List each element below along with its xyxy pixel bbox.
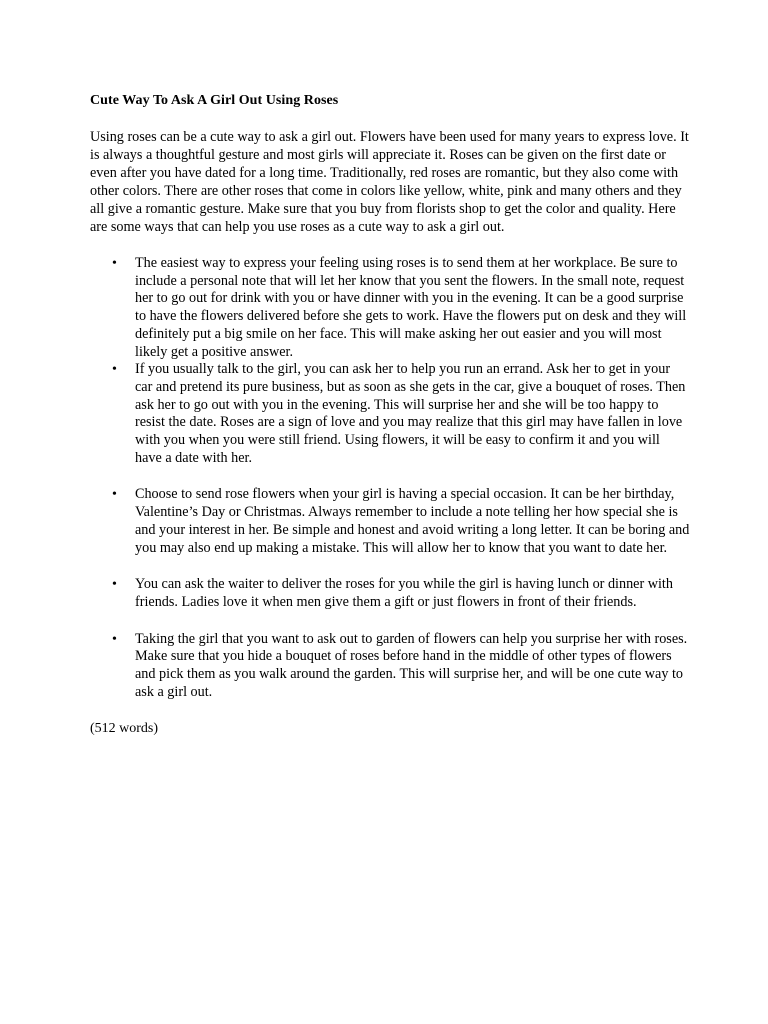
- tips-list: [90, 255, 690, 701]
- bullet-icon: •: [112, 631, 117, 647]
- list-item-text: If you usually talk to the girl, you can ask her to help you run an errand. Ask her to get in your car and pretend its pure business, but as soon as she gets in the car, give a bouquet of roses. Then ask her to go out with you in the evening. This will surprise her and she will be too happy to resist the date. Roses are a sign of love and you may realize that this girl may have fallen in love with you when you were still friend. Using flowers, it will be easy to confirm it and you will have a date with her.: [135, 361, 686, 466]
- list-item-text: Taking the girl that you want to ask out to garden of flowers can help you surprise her with roses. Make sure that you hide a bouquet of roses before hand in the middle of other types of flowers and pick them as you walk around the garden. This will surprise her, and will be one cute way to ask a girl out.: [135, 630, 688, 700]
- document-title: Cute Way To Ask A Girl Out Using Roses: [90, 93, 339, 108]
- word-count: (512 words): [90, 721, 159, 737]
- bullet-icon: •: [112, 256, 117, 271]
- bullet-icon: •: [112, 362, 117, 378]
- list-item: [90, 486, 690, 557]
- list-item: [90, 255, 690, 361]
- document-page: [90, 91, 690, 738]
- list-item: [90, 576, 690, 611]
- list-item-text: The easiest way to express your feeling using roses is to send them at her workplace. Be sure to include a personal note that will let her know that you sent the flowers. In the small note, request her to go out for drink with you or have dinner with you in the evening. It can be a good surprise to have the flowers delivered before she gets to work. Have the flowers put on desk and they will definitely put a big smile on her face. This will make asking her out easier and you will most likely get a positive answer.: [135, 255, 687, 360]
- list-item-text: Choose to send rose flowers when your girl is having a special occasion. It can be her birthday, Valentine’s Day or Christmas. Always remember to include a note telling her how special she is and your interest in her. Be simple and honest and avoid writing a long letter. It can be boring and you may also end up making a mistake. This will allow her to know that you want to date her.: [135, 486, 690, 556]
- intro-paragraph: Using roses can be a cute way to ask a girl out. Flowers have been used for many years to express love. It is always a thoughtful gesture and most girls will appreciate it. Roses can be given on the first date or even after you have dated for a long time. Traditionally, red roses are romantic, but they also come with other colors. There are other roses that come in colors like yellow, white, pink and many others and they all give a romantic gesture. Make sure that you buy from florists shop to get the color and quality. Here are some ways that can help you use roses as a cute way to ask a girl out.: [90, 129, 689, 235]
- list-item: [90, 361, 690, 467]
- list-item: [90, 631, 690, 702]
- bullet-icon: •: [112, 577, 117, 593]
- bullet-icon: •: [112, 487, 117, 503]
- list-item-text: You can ask the waiter to deliver the roses for you while the girl is having lunch or dinner with friends. Ladies love it when men give them a gift or just flowers in front of their friends.: [135, 576, 673, 610]
